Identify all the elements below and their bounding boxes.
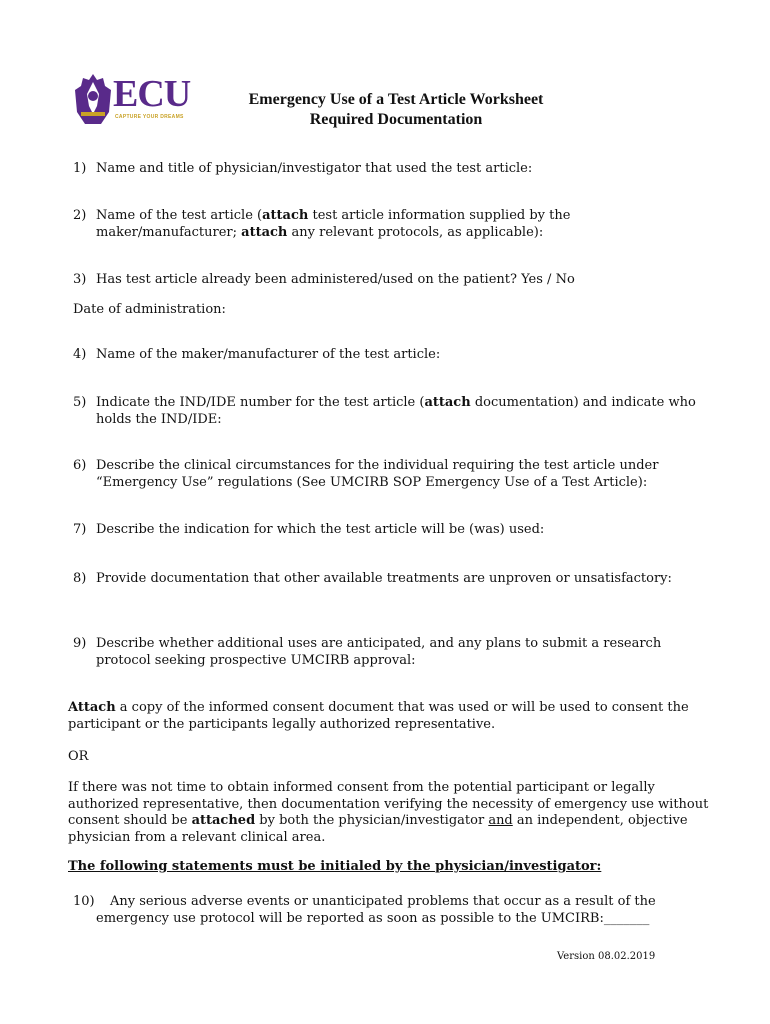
- question-text: Indicate the IND/IDE number for the test article (attach documentation) and indicate who holds the IND/IDE:: [96, 395, 696, 427]
- version-label: Version 08.02.2019: [557, 951, 656, 962]
- question-1: [73, 160, 713, 177]
- question-text: Name of the test article (attach test article information supplied by the maker/manufacturer; attach any relevant protocols, as applicable):: [96, 208, 571, 240]
- question-7: [73, 521, 713, 538]
- logo-tagline: CAPTURE YOUR DREAMS: [115, 114, 184, 120]
- question-text: Describe whether additional uses are anticipated, and any plans to submit a research protocol seeking prospective UMCIRB approval:: [96, 636, 662, 668]
- pirate-emblem-icon: [73, 72, 113, 126]
- question-text: Name and title of physician/investigator that used the test article:: [96, 161, 533, 176]
- title-line-2: Required Documentation: [309, 111, 483, 128]
- question-number: 4): [73, 347, 87, 362]
- question-number: 2): [73, 208, 87, 223]
- question-text: Has test article already been administered/used on the patient? Yes / No: [96, 272, 575, 287]
- question-5: [73, 394, 713, 428]
- question-3: [73, 271, 713, 288]
- date-of-administration: Date of administration:: [73, 302, 226, 317]
- question-number: 8): [73, 571, 87, 586]
- question-text: Describe the clinical circumstances for the individual requiring the test article under “Emergency Use” regulations (See UMCIRB SOP Emergency Use of a Test Article):: [96, 458, 659, 490]
- question-text: Provide documentation that other available treatments are unproven or unsatisfactory:: [96, 571, 672, 586]
- question-10: [73, 893, 713, 927]
- question-6: [73, 457, 713, 491]
- question-number: 3): [73, 272, 87, 287]
- question-number: 6): [73, 458, 87, 473]
- question-2: [73, 207, 713, 241]
- statements-heading: The following statements must be initialed by the physician/investigator:: [68, 859, 602, 874]
- question-text: Describe the indication for which the test article will be (was) used:: [96, 522, 545, 537]
- question-number: 7): [73, 522, 87, 537]
- attach-consent-paragraph: Attach a copy of the informed consent document that was used or will be used to consent the participant or the participants legally authorized representative.: [68, 700, 689, 732]
- logo-text: ECU: [113, 73, 191, 115]
- question-8: [73, 570, 713, 587]
- question-number: 1): [73, 161, 87, 176]
- question-text: Any serious adverse events or unanticipated problems that occur as a result of the emergency use protocol will be reported as soon as possible to the UMCIRB:_______: [96, 894, 656, 926]
- ecu-logo: [73, 72, 201, 126]
- question-number: 5): [73, 395, 87, 410]
- question-text: Name of the maker/manufacturer of the test article:: [96, 347, 441, 362]
- consent-paragraph: If there was not time to obtain informed consent from the potential participant or legally authorized representative, then documentation verifying the necessity of emergency use without consent should be attached by both the physician/investigator and an independent, objective physician from a relevant clinical area.: [68, 780, 709, 845]
- question-9: [73, 635, 713, 669]
- document-title: [200, 90, 592, 130]
- or-text: OR: [68, 749, 89, 764]
- question-number: 10): [73, 894, 95, 909]
- title-line-1: Emergency Use of a Test Article Worksheet: [248, 91, 544, 108]
- question-4: [73, 346, 713, 363]
- question-number: 9): [73, 636, 87, 651]
